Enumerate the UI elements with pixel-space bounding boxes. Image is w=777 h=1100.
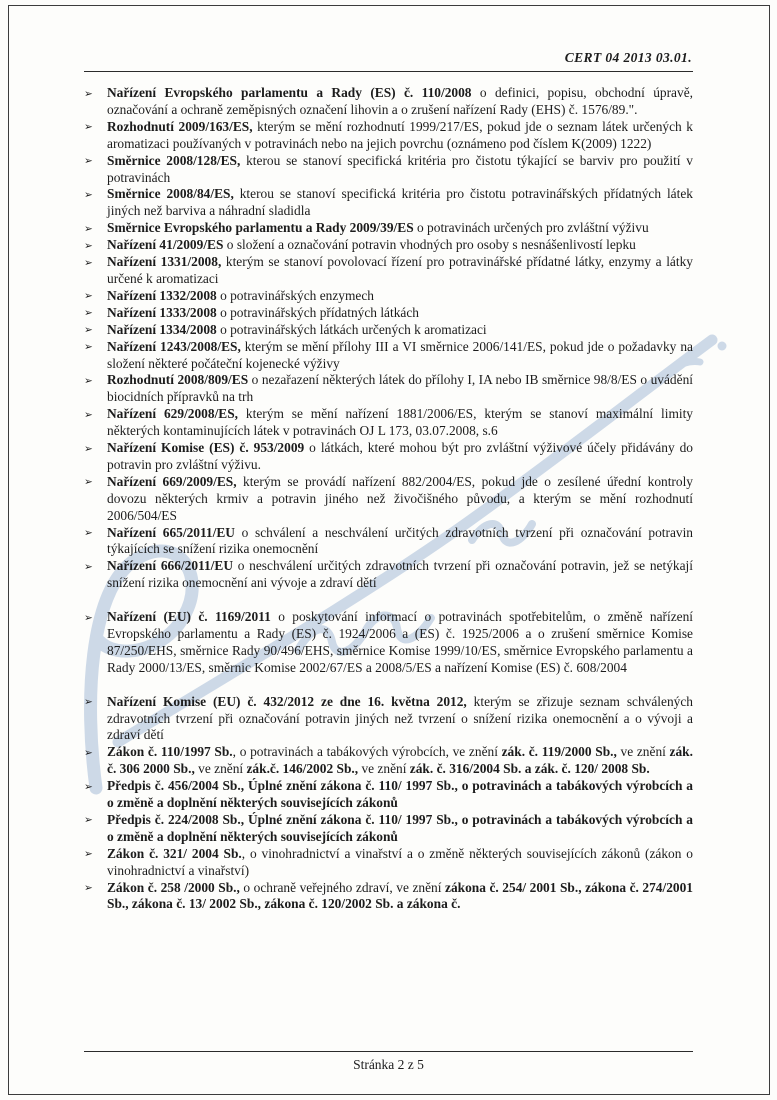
arrow-bullet-icon: ➢: [84, 780, 93, 793]
arrow-bullet-icon: ➢: [84, 374, 93, 387]
arrow-bullet-icon: ➢: [84, 87, 93, 100]
arrow-bullet-icon: ➢: [84, 746, 93, 759]
list-item: [84, 406, 693, 440]
list-item-text: Zákon č. 321/ 2004 Sb., o vinohradnictví a vinařství a o změně některých souvisejících zákonů (zákon o vinohradnictví a vinařství): [107, 845, 693, 878]
list-item: [84, 339, 693, 373]
list-item: [84, 153, 693, 187]
list-item-text: Předpis č. 456/2004 Sb., Úplné znění zákona č. 110/ 1997 Sb., o potravinách a tabákových výrobcích a o změně a doplnění některých souvisejících zákonů: [107, 778, 693, 811]
list-item: [84, 744, 693, 778]
header-reference: CERT 04 2013 03.01.: [564, 50, 692, 65]
arrow-bullet-icon: ➢: [84, 848, 93, 861]
list-item-text: Nařízení (EU) č. 1169/2011 o poskytování informací o potravinách spotřebitelům, o změně nařízení Evropského parlamentu a Rady (ES) č. 1924/2006 a (ES) č. 1925/2006 a o zrušení směrnice Komise 87/250/EHS, směrnice Rady 90/496/EHS, směrnice Komise 1999/10/ES, směrnice Evropského parlamentu a Rady 2000/13/ES, směrnic Komise 2002/67/ES a 2008/5/ES a nařízení Komise (ES) č. 608/2004: [107, 609, 693, 675]
arrow-bullet-icon: ➢: [84, 290, 93, 303]
arrow-bullet-icon: ➢: [84, 188, 93, 201]
regulation-list: [84, 85, 693, 913]
list-item: [84, 558, 693, 592]
list-item: [84, 85, 693, 119]
list-item-text: Nařízení 1333/2008 o potravinářských přídatných látkách: [107, 304, 419, 320]
list-item-text: Nařízení Komise (EU) č. 432/2012 ze dne 16. května 2012, kterým se zřizuje seznam schválených zdravotních tvrzení při označování potravin jiných než tvrzení o snížení rizika onemocnění a o vývoji a zdraví dětí: [107, 693, 693, 743]
list-item-text: Směrnice 2008/84/ES, kterou se stanoví specifická kritéria pro čistotu potravinářských přídatných látek jiných než barviva a náhradní sladidla: [107, 186, 693, 219]
list-item: [84, 812, 693, 846]
list-item-text: Nařízení Komise (ES) č. 953/2009 o látkách, které mohou být pro zvláštní výživové účely přidávány do potravin pro zvláštní výživu.: [107, 440, 693, 472]
list-item-text: Nařízení 1243/2008/ES, kterým se mění přílohy III a VI směrnice 2006/141/ES, pokud jde o požadavky na složení některé počáteční kojenecké výživy: [107, 338, 693, 371]
list-item: [84, 220, 693, 237]
list-item: [84, 694, 693, 745]
list-item-text: Nařízení 669/2009/ES, kterým se provádí nařízení 882/2004/ES, pokud jde o zesílené úřední kontroly dovozu některých krmiv a potravin jiného než živočišného původu, a kterým se mění rozhodnutí 2006/504/ES: [107, 473, 694, 523]
list-item-text: Nařízení 41/2009/ES o složení a označování potravin vhodných pro osoby s nesnášenlivostí lepku: [107, 237, 636, 253]
list-item: [84, 322, 693, 339]
list-item-text: Nařízení Evropského parlamentu a Rady (ES) č. 110/2008 o definici, popisu, obchodní úpravě, označování a ochraně zeměpisných označení lihovin a o zrušení nařízení Rady (EHS) č. 1576/89.".: [107, 85, 693, 117]
arrow-bullet-icon: ➢: [84, 560, 93, 573]
list-item-text: Nařízení 665/2011/EU o schválení a neschválení určitých zdravotních tvrzení při označování potravin týkajících se snížení rizika onemocnění: [107, 524, 693, 557]
arrow-bullet-icon: ➢: [84, 324, 93, 337]
list-item: [84, 778, 693, 812]
footer-divider: [84, 1051, 693, 1052]
arrow-bullet-icon: ➢: [84, 307, 93, 320]
list-item: [84, 186, 693, 220]
list-item-text: Rozhodnutí 2009/163/ES, kterým se mění rozhodnutí 1999/217/ES, pokud jde o seznam látek určených k aromatizaci používaných v potravinách nebo na jejich povrchu (oznámeno pod číslem K(2009) 1222): [107, 118, 693, 151]
list-item-text: Předpis č. 224/2008 Sb., Úplné znění zákona č. 110/ 1997 Sb., o potravinách a tabákových výrobcích a o změně a doplnění některých souvisejících zákonů: [107, 811, 693, 844]
arrow-bullet-icon: ➢: [84, 476, 93, 489]
list-item: [84, 440, 693, 474]
list-item: [84, 372, 693, 406]
arrow-bullet-icon: ➢: [84, 527, 93, 540]
arrow-bullet-icon: ➢: [84, 696, 93, 709]
list-item-text: Nařízení 1332/2008 o potravinářských enzymech: [107, 287, 374, 303]
list-item: [84, 609, 693, 677]
list-item-text: Nařízení 629/2008/ES, kterým se mění nařízení 1881/2006/ES, kterým se stanoví maximální limity některých kontaminujících látek v potravinách OJ L 173, 03.07.2008, s.6: [107, 406, 694, 439]
arrow-bullet-icon: ➢: [84, 408, 93, 421]
list-item-text: Zákon č. 110/1997 Sb., o potravinách a tabákových výrobcích, ve znění zák. č. 119/2000 Sb., ve znění zák. č. 306 2000 Sb., ve znění zák.č. 146/2002 Sb., ve znění zák. č. 316/2004 Sb. a zák. č. 120/ 2008 Sb.: [107, 744, 693, 777]
list-item-text: Nařízení 1331/2008, kterým se stanoví povolovací řízení pro potravinářské přídatné látky, enzymy a látky určené k aromatizaci: [107, 254, 693, 286]
arrow-bullet-icon: ➢: [84, 222, 93, 235]
list-item: [84, 846, 693, 880]
arrow-bullet-icon: ➢: [84, 121, 93, 134]
arrow-bullet-icon: ➢: [84, 442, 93, 455]
list-item-text: Nařízení 666/2011/EU o neschválení určitých zdravotních tvrzení při označování potravin, jež se netýkají snížení rizika onemocnění ani vývoje a zdraví dětí: [107, 558, 693, 591]
list-item: [84, 288, 693, 305]
arrow-bullet-icon: ➢: [84, 155, 93, 168]
list-item-text: Nařízení 1334/2008 o potravinářských látkách určených k aromatizaci: [107, 321, 487, 337]
list-item-text: Zákon č. 258 /2000 Sb., o ochraně veřejného zdraví, ve znění zákona č. 254/ 2001 Sb., zákona č. 274/2001 Sb., zákona č. 13/ 2002 Sb., zákona č. 120/2002 Sb. a zákona č.: [107, 879, 694, 912]
arrow-bullet-icon: ➢: [84, 239, 93, 252]
list-item-text: Rozhodnutí 2008/809/ES o nezařazení některých látek do přílohy I, IA nebo IB směrnice 98/8/ES o uvádění biocidních přípravků na trh: [107, 372, 693, 405]
list-item: [84, 254, 693, 288]
list-item: [84, 525, 693, 559]
list-item-text: Směrnice Evropského parlamentu a Rady 2009/39/ES o potravinách určených pro zvláštní výživu: [107, 220, 649, 236]
arrow-bullet-icon: ➢: [84, 611, 93, 624]
arrow-bullet-icon: ➢: [84, 814, 93, 827]
list-item: [84, 474, 693, 525]
list-item: [84, 119, 693, 153]
page-number: Stránka 2 z 5: [353, 1057, 424, 1072]
arrow-bullet-icon: ➢: [84, 882, 93, 895]
list-item: [84, 880, 693, 914]
arrow-bullet-icon: ➢: [84, 256, 93, 269]
list-item: [84, 305, 693, 322]
header-divider: [84, 71, 693, 72]
list-item-text: Směrnice 2008/128/ES, kterou se stanoví specifická kritéria pro čistotu týkající se barviv pro použití v potravinách: [107, 152, 693, 185]
list-item: [84, 237, 693, 254]
arrow-bullet-icon: ➢: [84, 341, 93, 354]
